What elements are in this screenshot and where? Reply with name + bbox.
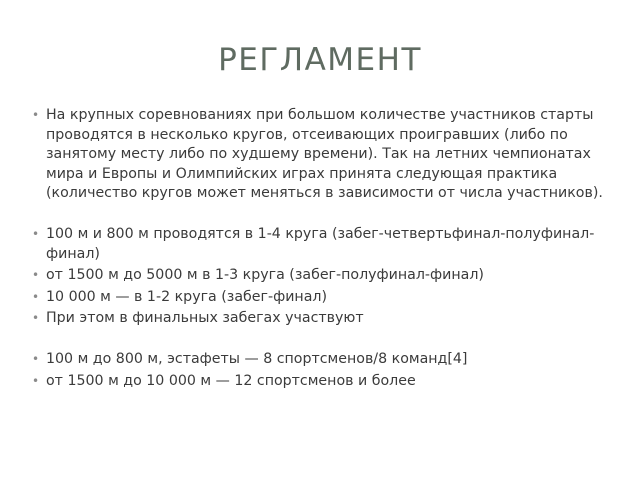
slide-body — [32, 106, 612, 393]
slide-title: РЕГЛАМЕНТ — [218, 42, 422, 78]
bullet-item: • от 1500 м до 10 000 м — 12 спортсменов и более — [32, 372, 612, 392]
bullet-item: • от 1500 м до 5000 м в 1-3 круга (забег-полуфинал-финал) — [32, 266, 612, 286]
bullet-item: • 100 м до 800 м, эстафеты — 8 спортсменов/8 команд[4] — [32, 350, 612, 370]
spacer — [32, 331, 612, 350]
bullet-item: • 10 000 м — в 1-2 круга (забег-финал) — [32, 288, 612, 308]
spacer — [32, 206, 612, 225]
bullet-item: • При этом в финальных забегах участвуют — [32, 309, 612, 329]
bullet-list-finals — [32, 350, 612, 391]
bullet-item: • 100 м и 800 м проводятся в 1-4 круга (забег-четвертьфинал-полуфинал-финал) — [32, 225, 612, 264]
bullet-item: • На крупных соревнованиях при большом количестве участников старты проводятся в несколько кругов, отсеивающих проигравших (либо по занятому месту либо по худшему времени). Так на летних чемпионатах мира и Европы и Олимпийских играх принята следующая практика (количество кругов может меняться в зависимости от числа участников). — [32, 106, 612, 204]
bullet-list-rounds — [32, 225, 612, 329]
bullet-list-intro — [32, 106, 612, 204]
